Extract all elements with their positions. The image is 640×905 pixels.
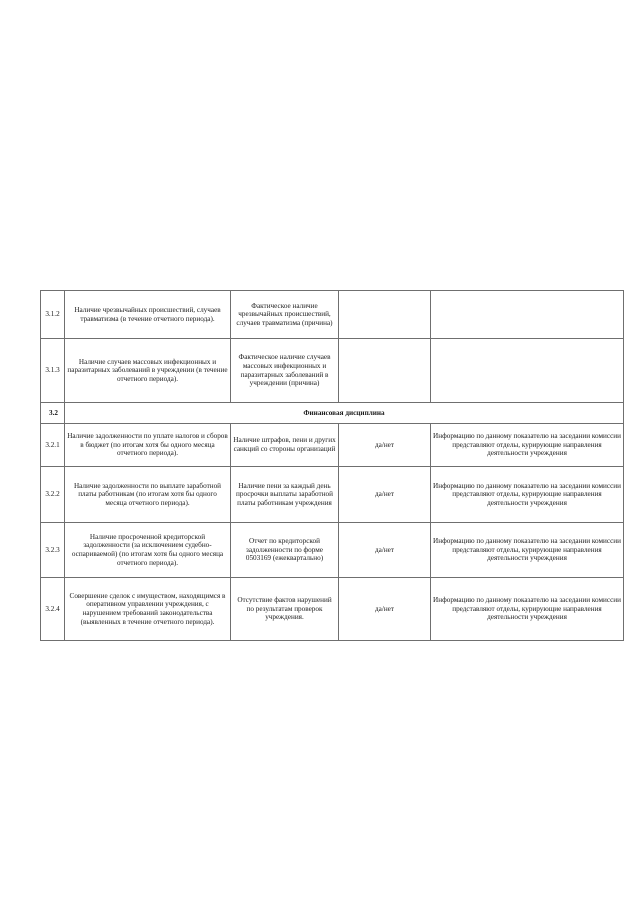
indicator-cell: Совершение сделок с имуществом, находящимся в оперативном управлении учреждения, с нарушением требований законодательства (выявленных в течение отчетного периода). [65,578,231,641]
value-cell: да/нет [339,578,431,641]
row-number: 3.1.3 [41,339,65,403]
indicator-cell: Наличие случаев массовых инфекционных и паразитарных заболеваний в учреждении (в течение отчетного периода). [65,339,231,403]
indicator-cell: Наличие задолженности по выплате заработной платы работникам (по итогам хотя бы одного месяца отчетного периода). [65,467,231,523]
note-cell: Информацию по данному показателю на заседании комиссии представляют отделы, курирующие направления деятельности учреждения [431,424,624,467]
note-cell [431,291,624,339]
row-number: 3.2.2 [41,467,65,523]
value-cell [339,291,431,339]
row-number: 3.2.4 [41,578,65,641]
section-number: 3.2 [41,403,65,424]
indicator-cell: Наличие просроченной кредиторской задолженности (за исключением судебно-оспариваемой) (по итогам хотя бы одного месяца отчетного периода). [65,523,231,578]
value-cell: да/нет [339,424,431,467]
row-number: 3.1.2 [41,291,65,339]
value-cell: да/нет [339,523,431,578]
table-row [41,578,624,641]
source-cell: Фактическое наличие случаев массовых инфекционных и паразитарных заболеваний в учреждении (причина) [231,339,339,403]
note-cell: Информацию по данному показателю на заседании комиссии представляют отделы, курирующие направления деятельности учреждения [431,467,624,523]
section-header-row [41,403,624,424]
table-row [41,523,624,578]
source-cell: Фактическое наличие чрезвычайных происшествий, случаев травматизма (причина) [231,291,339,339]
value-cell [339,339,431,403]
row-number: 3.2.3 [41,523,65,578]
source-cell: Наличие штрафов, пени и других санкций со стороны организаций [231,424,339,467]
note-cell [431,339,624,403]
report-table [40,290,624,641]
table-row [41,339,624,403]
value-cell: да/нет [339,467,431,523]
source-cell: Наличие пени за каждый день просрочки выплаты заработной платы работникам учреждения [231,467,339,523]
table-row [41,467,624,523]
table-row [41,424,624,467]
table-row [41,291,624,339]
indicator-cell: Наличие чрезвычайных происшествий, случаев травматизма (в течение отчетного периода). [65,291,231,339]
source-cell: Отчет по кредиторской задолженности по форме 0503169 (ежеквартально) [231,523,339,578]
indicator-cell: Наличие задолженности по уплате налогов и сборов в бюджет (по итогам хотя бы одного месяца отчетного периода). [65,424,231,467]
note-cell: Информацию по данному показателю на заседании комиссии представляют отделы, курирующие направления деятельности учреждения [431,578,624,641]
section-title: Финансовая дисциплина [65,403,624,424]
row-number: 3.2.1 [41,424,65,467]
note-cell: Информацию по данному показателю на заседании комиссии представляют отделы, курирующие направления деятельности учреждения [431,523,624,578]
source-cell: Отсутствие фактов нарушений по результатам проверок учреждения. [231,578,339,641]
